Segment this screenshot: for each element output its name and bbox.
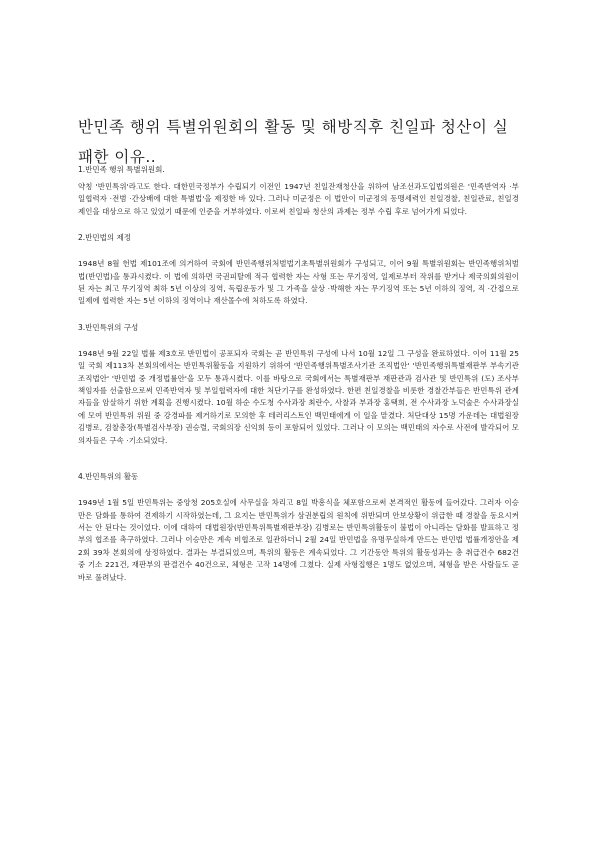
section-heading: 3.반민특위의 구성 (78, 322, 139, 332)
document-content (78, 164, 519, 584)
section-heading: 4.반민특위의 활동 (78, 472, 139, 482)
section-body: 약칭 '반민특위'라고도 한다. 대한민국정부가 수립되기 이전인 1947년 친일잔재청산을 위하여 남조선과도입법의원은 '민족반역자 ·부일협력자 ·전범 ·간상배에 대한 특별법'을 제정한 바 있다. 그러나 미군정은 이 법안이 미군정의 동맹세력인 친일경찰, 친일관료, 친일경제인을 대상으로 하고 있었기 때문에 인준을 거부하였다. 이로써 친일파 청산의 과제는 정부 수립 후로 넘어가게 되었다. (78, 182, 519, 216)
document-title: 반민족 행위 특별위원회의 활동 및 해방직후 친일파 청산이 실패한 이유.. (78, 118, 509, 166)
section-body: 1949년 1월 5일 반민특위는 중앙청 205호실에 사무실을 차리고 8일 박흥식을 체포함으로써 본격적인 활동에 들어갔다. 그러자 이승만은 담화를 통하여 견제하기 시작하였는데, 그 요지는 반민특위가 삼권분립의 원칙에 위반되며 안보상황이 위급한 때 경찰을 동요시켜서는 안 된다는 것이었다. 이에 대하여 대법원장(반민특위특별재판부장) 김병로는 반민특위활동이 불법이 아니라는 담화를 발표하고 정부의 협조를 촉구하였다. 그러나 이승만은 계속 비협조로 일관하더니 2월 24일 반민법을 유명무실하게 만드는 반민법 법률개정안을 제2회 39차 본회의에 상정하였다. 결과는 부결되었으며, 특위의 활동은 계속되었다. 그 기간동안 특위의 활동성과는 총 취급건수 682건 중 기소 221건, 재판부의 판결건수 40건으로, 체형은 고작 14명에 그쳤다. 실제 사형집행은 1명도 없었으며, 체형을 받은 사람들도 곧바로 풀려났다. (78, 498, 519, 582)
section-heading: 2.반민법의 제정 (78, 233, 132, 243)
section-body: 1948년 9월 22일 법률 제3호로 반민법이 공포되자 국회는 곧 반민특위 구성에 나서 10월 12일 그 구성을 완료하였다. 이어 11월 25일 국회 제113차 본회의에서는 반민특위활동을 지원하기 위하여 '반민족행위특별조사기관 조직법안' '반민족행위특별재판부 부속기관 조직법안' '반민법 중 개정법률안'을 모두 통과시켰다. 이를 바탕으로 국회에서는 특별재판부 재판관과 검사관 및 반민특위 (도) 조사부 책임자를 선출함으로써 민족반역자 및 부일협력자에 대한 처단기구를 완성하였다. 한편 친일경찰을 비롯한 경찰간부들은 반민특위 관계자들을 암살하기 위한 계획을 진행시켰다. 10월 하순 수도청 수사과장 최란수, 사찰과 부과장 홍택희, 전 수사과장 노덕술은 수사과장실에 모여 반민특위 위원 중 강경파를 제거하기로 모의한 후 테러리스트인 백민태에게 이 일을 맡겼다. 처단대상 15명 가운데는 대법원장 김병로, 검찰총장(특별검사부장) 권승렬, 국회의장 신익희 등이 포함되어 있었다. 그러나 이 모의는 백민태의 자수로 사전에 발각되어 모의자들은 구속 ·기소되었다. (78, 348, 519, 445)
section-heading: 1.반민족 행위 특별위원회. (78, 165, 165, 174)
section-committee (78, 164, 519, 218)
section-law-enactment (78, 232, 519, 308)
section-composition (78, 322, 519, 447)
section-activities (78, 471, 519, 584)
section-body: 1948년 8월 헌법 제101조에 의거하여 국회에 반민족행위처벌법기초특별위원회가 구성되고, 이어 9월 특별위원회는 반민족행위처벌법(반민법)을 통과시켰다. 이 법에 의하면 국권피탈에 적극 협력한 자는 사형 또는 무기징역, 일제로부터 작위를 받거나 제국의회의원이 된 자는 최고 무기징역 최하 5년 이상의 징역, 독립운동가 및 그 가족을 살상 ·박해한 자는 무기징역 또는 5년 이하의 징역, 직 ·간접으로 일제에 협력한 자는 5년 이하의 징역이나 재산몰수에 처하도록 하였다. (78, 259, 519, 306)
